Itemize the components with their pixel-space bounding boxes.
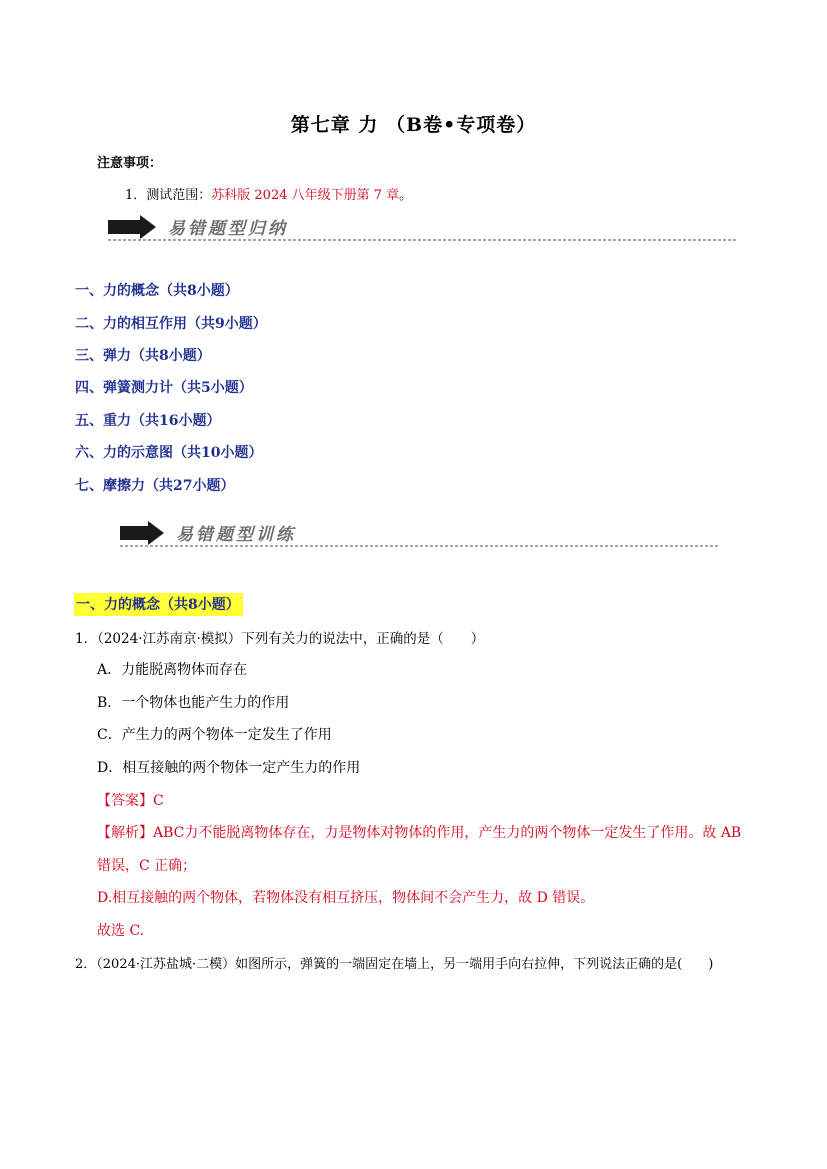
toc-item: 七、摩擦力（共27小题） <box>75 478 235 494</box>
summary-banner-text: 易错题型归纳 <box>168 219 288 239</box>
question-1-analysis-line4: 故选 C. <box>97 923 145 939</box>
section-heading: 一、力的概念（共8小题） <box>74 593 243 616</box>
analysis-text: ABC力不能脱离物体存在，力是物体对物体的作用，产生力的两个物体一定发生了作用。故 AB <box>153 825 742 841</box>
toc-item: 五、重力（共16小题） <box>75 413 221 429</box>
notice-item <box>125 184 412 203</box>
question-1-answer <box>97 790 164 810</box>
question-1-analysis-line3: D.相互接触的两个物体，若物体没有相互挤压，物体间不会产生力，故 D 错误。 <box>97 890 595 906</box>
page-title: 第七章 力 （B卷•专项卷） <box>290 114 537 136</box>
notice-item-suffix: 。 <box>399 188 413 203</box>
toc-item: 三、弹力（共8小题） <box>75 348 211 364</box>
question-1-analysis-line2: 错误，C 正确； <box>97 858 197 874</box>
summary-banner <box>104 212 738 242</box>
toc-item: 四、弹簧测力计（共5小题） <box>75 380 253 396</box>
toc-item: 二、力的相互作用（共9小题） <box>75 316 267 332</box>
answer-value: C <box>153 793 164 809</box>
notice-item-scope: 苏科版 2024 八年级下册第 7 章 <box>211 188 400 203</box>
question-1-analysis-line1 <box>97 822 741 842</box>
toc-item: 一、力的概念（共8小题） <box>75 283 239 299</box>
notice-item-prefix: 1．测试范围： <box>125 188 212 203</box>
notice-heading: 注意事项： <box>97 156 163 171</box>
analysis-label: 【解析】 <box>97 825 153 841</box>
question-1-option-b: B．一个物体也能产生力的作用 <box>97 695 290 711</box>
question-2-stem: 2．（2024·江苏盐城·二模）如图所示，弹簧的一端固定在墙上，另一端用手向右拉伸，下列说法正确的是( ) <box>75 957 714 972</box>
question-1-option-a: A．力能脱离物体而存在 <box>97 662 248 678</box>
question-1-stem: 1．（2024·江苏南京·模拟）下列有关力的说法中，正确的是（ ） <box>75 631 485 647</box>
question-1-option-d: D．相互接触的两个物体一定产生力的作用 <box>97 760 361 776</box>
toc-item: 六、力的示意图（共10小题） <box>75 445 263 461</box>
question-1-option-c: C．产生力的两个物体一定发生了作用 <box>97 727 332 743</box>
answer-label: 【答案】 <box>97 793 153 809</box>
training-banner-text: 易错题型训练 <box>176 525 296 545</box>
training-banner <box>116 518 720 548</box>
